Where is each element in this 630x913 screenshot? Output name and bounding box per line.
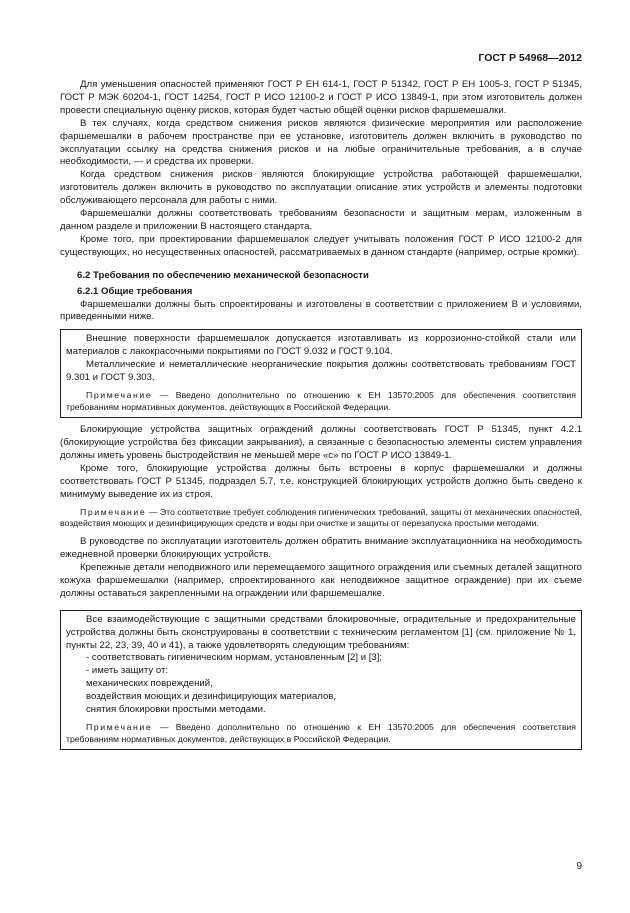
paragraph-guard-interlocks: Блокирующие устройства защитных ограждений должны соответствовать ГОСТ Р 51345, пункт 4.2.1 (блокирующие устройства без фиксации закрывания), а связанные с безопасностью элементы систем управления должны иметь уровень быстродействия не меньшей мере «c» по ГОСТ Р ИСО 13849-1.: [60, 424, 582, 462]
section-heading-6-2: 6.2 Требования по обеспечению механической безопасности: [77, 269, 369, 281]
box-note: [66, 390, 576, 413]
note-label: Примечание: [86, 721, 153, 732]
boxed-insert-devices: [60, 610, 582, 751]
list-item: - иметь защиту от:: [86, 665, 169, 677]
note-compliance: [60, 507, 582, 530]
page-body: [60, 79, 582, 750]
paragraph-design-considerations: Кроме того, при проектировании фаршемешалок следует учитывать положения ГОСТ Р ИСО 12100-2 для существующих, но несущественных опасностей, рассматриваемых в данном стандарте (например, острые кромки).: [60, 233, 582, 258]
note-text: — Введено дополнительно по отношению к ЕН 13570:2005 для обеспечения соответствия требованиям нормативных документов, действующих в Российской Федерации.: [66, 389, 576, 412]
paragraph-interlocking-devices: Когда средством снижения рисков являются блокирующие устройства работающей фаршемешалки, изготовитель должен включить в руководство по эксплуатации описание этих устройств и элементы подготовки обслуживающего персонала для работы с ними.: [60, 169, 582, 207]
box-note: [66, 722, 576, 745]
section-heading-6-2-1: 6.2.1 Общие требования: [77, 285, 193, 297]
note-text: — Это соответствие требует соблюдения гигиенических требований, защиты от механических опасностей, воздействия моющих и дезинфицирующих средств и воды при очистке и защиты от перезапуска простыми методами.: [60, 506, 582, 529]
note-label: Примечание: [80, 506, 147, 517]
boxed-insert-surfaces: [60, 329, 582, 418]
box-paragraph-surfaces: Внешние поверхности фаршемешалок допускается изготавливать из коррозионно-стойкой стали или материалов с лакокрасочными покрытиями по ГОСТ 9.032 и ГОСТ 9.104.: [66, 333, 576, 358]
paragraph-built-in-interlocks: Кроме того, блокирующие устройства должны быть встроены в корпус фаршемешалки и должны соответствовать ГОСТ Р 51345, подраздел 5.7, т.е. конструкцией блокирующих устройств должно быть сведено к минимуму выведение их из строя.: [60, 463, 582, 500]
paragraph-safety-requirements: Фаршемешалки должны соответствовать требованиям безопасности и защитным мерам, изложенным в данном разделе и приложении В настоящего стандарта.: [60, 208, 582, 232]
page-number: 9: [576, 861, 582, 872]
paragraph-hazard-standards: Для уменьшения опасностей применяют ГОСТ Р ЕН 614-1, ГОСТ Р 51342, ГОСТ Р ЕН 1005-3, ГОСТ Р 51345, ГОСТ Р МЭК 60204-1, ГОСТ 14254, ГОСТ Р ИСО 12100-2 и ГОСТ Р ИСО 13849-1, при этом изготовитель должен провести специальную оценку рисков, которая будет частью общей оценки рисков фаршемешалки.: [60, 79, 582, 116]
note-text: — Введено дополнительно по отношению к ЕН 13570:2005 для обеспечения соответствия требованиям нормативных документов, действующих в Российской Федерации.: [66, 721, 576, 744]
paragraph-general-requirements: Фаршемешалки должны быть спроектированы и изготовлены в соответствии с приложением В и условиями, приведенными ниже.: [60, 298, 582, 323]
list-item: механических повреждений,: [86, 678, 213, 690]
list-item: снятия блокировки простыми методами.: [86, 704, 266, 716]
paragraph-daily-check: В руководстве по эксплуатации изготовитель должен обратить внимание эксплуатационника на необходимость ежедневной проверки блокирующих устройств.: [60, 536, 582, 561]
box-paragraph-coatings: Металлические и неметаллические неорганические покрытия должны соответствовать требованиям ГОСТ 9.301 и ГОСТ 9.303.: [66, 359, 576, 384]
paragraph-fasteners: Крепежные детали неподвижного или перемещаемого защитного ограждения или съемных деталей защитного кожуха фаршемешалки (например, спроектированного как неподвижное защитное ограждение) при их съеме должны оставаться закрепленными на ограждении или фаршемешалке.: [60, 562, 582, 599]
paragraph-physical-measures: В тех случаях, когда средством снижения рисков являются физические мероприятия или расположение фаршемешалки в рабочем пространстве при ее установке, изготовитель должен включить в руководство по эксплуатации ссылку на средства снижения рисков и на любые ограничительные требования, а в случае необходимости, — и средства их проверки.: [60, 117, 582, 168]
list-item: - соответствовать гигиеническим нормам, установленным [2] и [3];: [86, 652, 383, 664]
note-label: Примечание: [86, 389, 153, 400]
document-header: ГОСТ Р 54968—2012: [478, 52, 582, 64]
box-paragraph-devices: Все взаимодействующие с защитными средствами блокировочные, оградительные и предохранительные устройства должны быть сконструированы в соответствии с техническим регламентом [1] (см. приложение № 1, пункты 22, 23, 39, 40 и 41), а также удовлетворять следующим требованиям:: [66, 613, 576, 651]
list-item: воздействия моющих и дезинфицирующих материалов,: [86, 691, 337, 703]
